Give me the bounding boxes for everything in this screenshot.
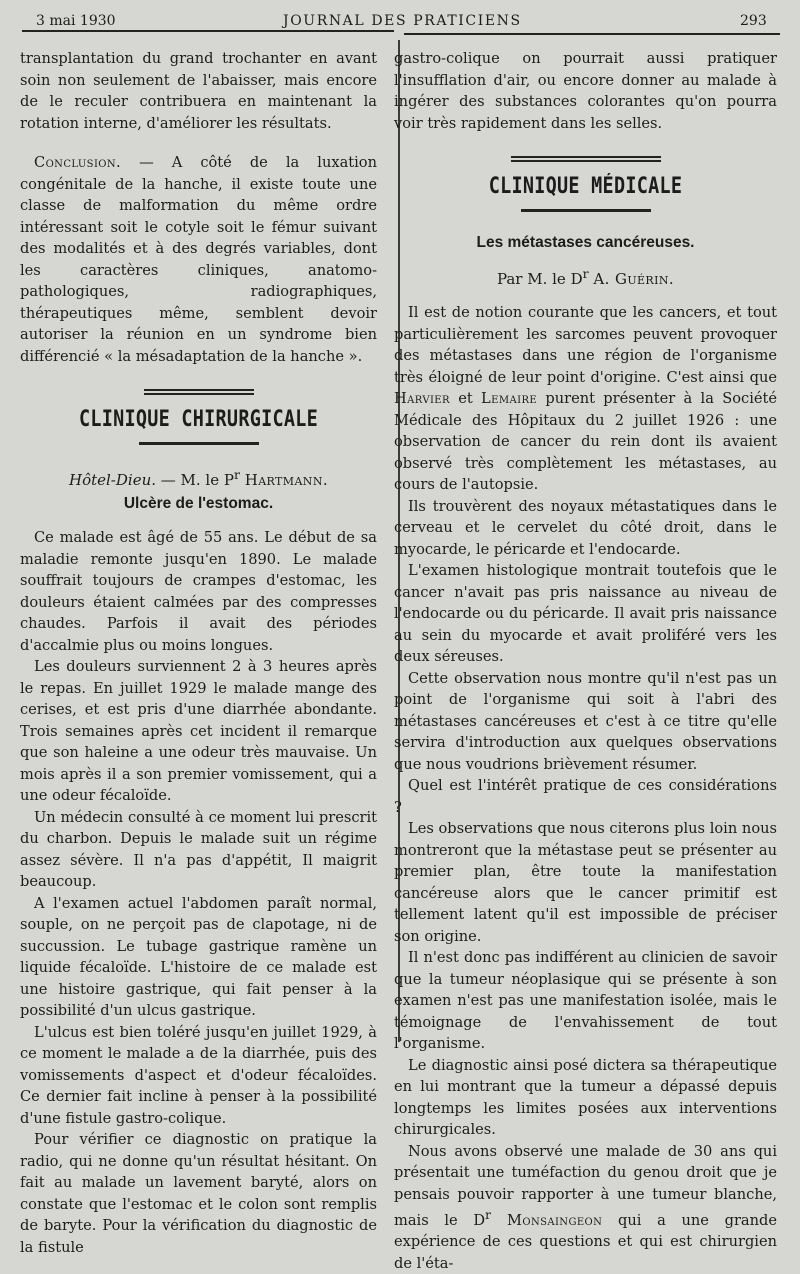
header-rule-left <box>22 30 394 32</box>
paragraph: Pour vérifier ce diagnostic on pratique la radio, qui ne donne qu'un résultat hésitant. On fait au malade un lavement baryté, alors on constate que l'estomac et le colon sont remplis de baryte. Pour la vérification du diagnostic de la fistule <box>20 1129 377 1258</box>
paragraph: A l'examen actuel l'abdomen paraît normal, souple, on ne perçoit pas de clapotage, ni de succussion. Le tubage gastrique ramène un liquide fécaloïde. L'histoire de ce malade est une histoire gastrique, qui fait penser à la possibilité d'un ulcus gastrique. <box>20 893 377 1022</box>
paragraph: Il n'est donc pas indifférent au clinicien de savoir que la tumeur néoplasique qui se présente à son examen n'est pas une manifestation isolée, mais le témoignage de l'envahissement de tout l'organisme. <box>394 947 777 1055</box>
author-name-harvier: Harvier <box>394 390 450 407</box>
text-run: Il est de notion courante que les cancers, et tout particulièrement les sarcomes peuvent provoquer des métastases dans une région de l'organisme très éloigné de leur point d'origine. C'est ainsi que <box>394 304 777 386</box>
paragraph: L'ulcus est bien toléré jusqu'en juillet 1929, à ce moment le malade a de la diarrhée, puis des vomissements d'aspect et d'odeur fécaloïdes. Ce dernier fait incline à penser à la possibilité d'une fistule gastro-colique. <box>20 1022 377 1130</box>
paragraph: Quel est l'intérêt pratique de ces considérations ? <box>394 775 777 818</box>
byline-prefix: — M. le P <box>156 471 234 489</box>
header-rule-right <box>404 33 780 35</box>
paragraph: L'examen histologique montrait toutefois que le cancer n'avait pas pris naissance au niveau de l'endocarde ou du péricarde. Il avait pris naissance au sein du myocarde et avait proliféré vers les deux séreuses. <box>394 560 777 668</box>
byline-prefix: Par M. le D <box>497 270 583 288</box>
header-page-number: 293 <box>740 13 767 29</box>
conclusion-paragraph <box>20 152 377 367</box>
article-byline <box>394 266 777 288</box>
right-column <box>394 48 777 1274</box>
paragraph <box>394 1141 777 1274</box>
article-body <box>20 527 377 1258</box>
author-name-lemaire: Lemaire <box>481 390 537 407</box>
byline-author: A. Guérin. <box>593 270 674 288</box>
section-title-chirurgicale: CLINIQUE CHIRURGICALE <box>49 407 349 432</box>
section-divider <box>144 389 254 395</box>
header-journal-title: JOURNAL DES PRATICIENS <box>283 13 522 29</box>
page-header <box>0 0 800 36</box>
header-date: 3 mai 1930 <box>36 13 116 29</box>
paragraph: Un médecin consulté à ce moment lui prescrit du charbon. Depuis le malade suit un régime assez sévère. Il n'a pas d'appétit, Il maigrit beaucoup. <box>20 807 377 893</box>
author-name-monsaingeon: Monsaingeon <box>491 1212 602 1229</box>
conclusion-text: — A côté de la luxation congénitale de la hanche, il existe toute une classe de malformation du même ordre intéressant soit le cotyle soit le fémur suivant des modalités et à des degrés variables, dont les caractères cliniques, anatomo-pathologiques, radiographiques, thérapeutiques même, semblent devoir autoriser la réunion en un syndrome bien différencié « la mésadaptation de la hanche ». <box>20 154 377 365</box>
paragraph <box>394 302 777 496</box>
section-divider <box>511 156 661 162</box>
paragraph: gastro-colique on pourrait aussi pratiquer l'insufflation d'air, ou encore donner au malade à ingérer des substances colorantes qu'on pourra voir très rapidement dans les selles. <box>394 48 777 134</box>
article-body <box>394 302 777 1274</box>
paragraph: Cette observation nous montre qu'il n'est pas un point de l'organisme qui soit à l'abri des métastases cancéreuses et c'est à ce titre qu'elle servira d'introduction aux quelques observations que nous voudrions brièvement résumer. <box>394 668 777 776</box>
article-byline <box>20 467 377 489</box>
text-run: Nous avons observé une malade de 30 ans qui présentait une tuméfaction du genou droit que je pensais pouvoir rapporter à une tumeur blanche, mais le D <box>394 1143 777 1229</box>
text-run: qui a une grande expérience de ces questions et qui est chirurgien de l'éta- <box>394 1212 777 1272</box>
paragraph: Les observations que nous citerons plus loin nous montreront que la métastase peut se présenter au premier plan, être toute la manifestation cancéreuse alors que le cancer primitif est tellement latent qu'il est impossible de préciser son origine. <box>394 818 777 947</box>
paragraph: Ce malade est âgé de 55 ans. Le début de sa maladie remonte jusqu'en 1890. Le malade souffrait toujours de crampes d'estomac, les douleurs étaient calmées par des compresses chaudes. Parfois il avait des périodes d'accalmie plus ou moins longues. <box>20 527 377 656</box>
text-run: et <box>450 390 481 407</box>
paragraph: Les douleurs surviennent 2 à 3 heures après le repas. En juillet 1929 le malade mange des cerises, et est pris d'une diarrhée abondante. Trois semaines après cet incident il remarque que son haleine a une odeur très mauvaise. Un mois après il a son premier vomissement, qui a une odeur fécaloïde. <box>20 656 377 807</box>
article-subtitle: Ulcère de l'estomac. <box>20 495 377 513</box>
conclusion-label: Conclusion. <box>34 154 121 171</box>
byline-sup: r <box>583 266 589 281</box>
section-rule <box>139 442 259 445</box>
section-rule <box>521 209 651 212</box>
text-run: purent présenter à la Société Médicale des Hôpitaux du 2 juillet 1926 : une observation de cancer du rein dont ils avaient observé très complètement les métastases, au cours de l'autopsie. <box>394 390 777 493</box>
article-subtitle: Les métastases cancéreuses. <box>394 234 777 252</box>
left-column <box>20 48 377 1258</box>
paragraph: transplantation du grand trochanter en avant soin non seulement de l'abaisser, mais encore de le reculer contribuera en maintenant la rotation interne, d'améliorer les résultats. <box>20 48 377 134</box>
byline-place: Hôtel-Dieu. <box>69 471 156 489</box>
text-sup: r <box>485 1208 491 1222</box>
byline-author: Hartmann. <box>245 471 328 489</box>
paragraph: Le diagnostic ainsi posé dictera sa thérapeutique en lui montrant que la tumeur a dépassé depuis longtemps les limites posées aux interventions chirurgicales. <box>394 1055 777 1141</box>
byline-sup: r <box>234 467 240 482</box>
paragraph: Ils trouvèrent des noyaux métastatiques dans le cerveau et le cervelet du côté droit, dans le myocarde, le péricarde et l'endocarde. <box>394 496 777 561</box>
section-title-medicale: CLINIQUE MÉDICALE <box>425 174 747 199</box>
